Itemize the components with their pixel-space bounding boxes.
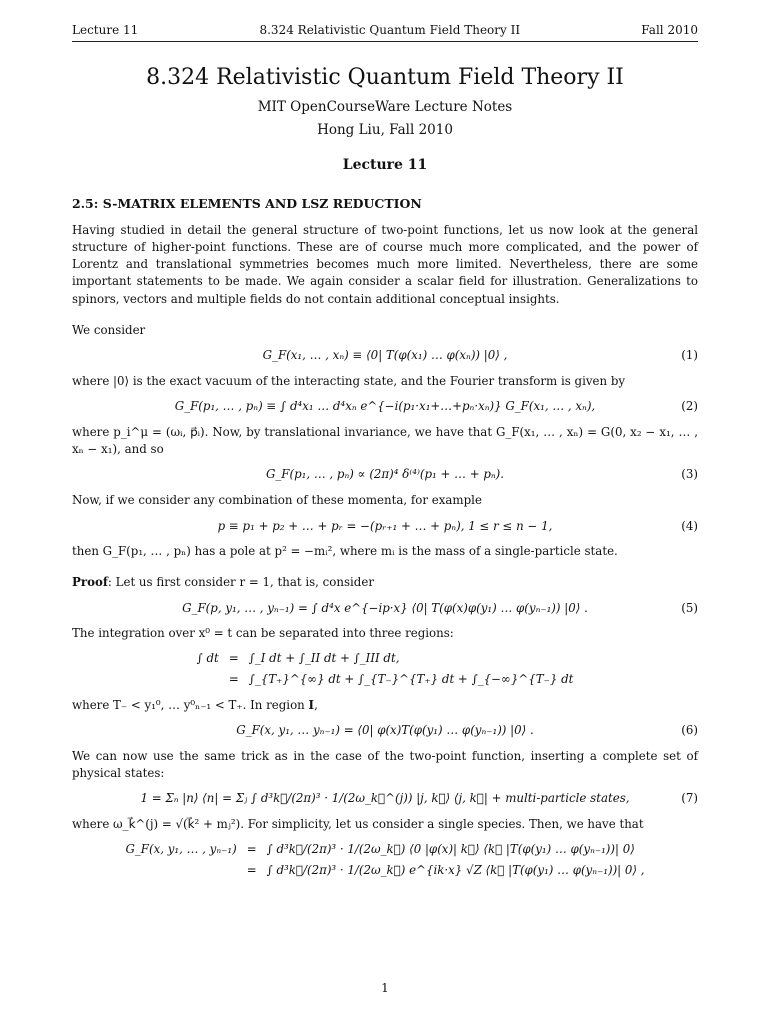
header-right: Fall 2010: [641, 23, 698, 37]
proof-text: : Let us first consider r = 1, that is, consider: [107, 575, 374, 590]
after-eq1-text: where |0⟩ is the exact vacuum of the interacting state, and the Fourier transform is given by: [72, 373, 626, 388]
equation-5: [72, 597, 698, 619]
align-row-1-lhs: ∫ dt: [196, 651, 219, 666]
after-eq2-text: where p_i^μ = (ωᵢ, p⃗ᵢ). Now, by translational invariance, we have that G_F(x₁, … , xₙ) = G(0, x₂ − x₁, … , xₙ − x₁), and so: [72, 424, 698, 456]
we-consider-text: We consider: [72, 322, 146, 337]
after-eq5-text: The integration over x⁰ = t can be separated into three regions:: [72, 626, 454, 641]
page-number: 1: [381, 981, 389, 995]
subtitle: MIT OpenCourseWare Lecture Notes: [257, 98, 513, 115]
equation-5-body: G_F(p, y₁, … , yₙ₋₁) = ∫ d⁴x e^{−ip·x} ⟨0| T(φ(x)φ(y₁) … φ(yₙ₋₁)) |0⟩ .: [182, 600, 588, 615]
equation-1-body: G_F(x₁, … , xₙ) ≡ ⟨0| T(φ(x₁) … φ(xₙ)) |0⟩ ,: [262, 348, 508, 363]
title-block: [72, 64, 698, 175]
proof-label: Proof: [72, 575, 108, 590]
running-header: [72, 22, 698, 39]
final-row-1-lhs: G_F(x, y₁, … , yₙ₋₁): [125, 841, 237, 856]
after-eq4-text: then G_F(p₁, … , pₙ) has a pole at p² = −mᵢ², where mᵢ is the mass of a single-particle state.: [72, 544, 618, 559]
header-center: 8.324 Relativistic Quantum Field Theory II: [259, 23, 521, 37]
equation-7-number: (7): [681, 791, 698, 806]
equation-4-body: p ≡ p₁ + p₂ + … + pᵣ = −(pᵣ₊₁ + … + pₙ), 1 ≤ r ≤ n − 1,: [217, 518, 553, 533]
final-row-2-rhs: ∫ d³k⃗/(2π)³ · 1/(2ω_k⃗) e^{ik·x} √Z ⟨k⃗ |T(φ(y₁) … φ(yₙ₋₁))| 0⟩ ,: [266, 863, 645, 877]
equation-3-number: (3): [681, 467, 698, 482]
proof-paragraph: [72, 574, 698, 591]
align-row-1-rel: =: [228, 651, 239, 666]
final-row-1-rhs: ∫ d³k⃗/(2π)³ · 1/(2ω_k⃗) ⟨0 |φ(x)| k⃗⟩ ⟨k⃗ |T(φ(y₁) … φ(yₙ₋₁))| 0⟩: [266, 841, 635, 856]
equation-6: [72, 720, 698, 742]
region-text-a: where T₋ < y₁⁰, … y⁰ₙ₋₁ < T₊. In region: [72, 697, 309, 712]
integration-regions: [192, 648, 579, 690]
equation-3: [72, 464, 698, 486]
equation-7: [72, 788, 698, 810]
equation-4: [72, 515, 698, 537]
region-text-b: ,: [314, 697, 318, 712]
header-left: Lecture 11: [72, 23, 139, 37]
final-row-1: [120, 839, 649, 860]
align-row-2-rel: =: [228, 672, 239, 687]
region-label: I: [308, 697, 315, 712]
section-heading: 2.5: S-MATRIX ELEMENTS AND LSZ REDUCTION: [72, 196, 422, 211]
region-paragraph: [72, 697, 698, 714]
equation-7-body: 1 = Σₙ |n⟩ ⟨n| = Σⱼ ∫ d³k⃗/(2π)³ · 1/(2ω_k⃗^(j)) |j, k⃗⟩ ⟨j, k⃗| + multi-particle states,: [140, 791, 630, 806]
equation-2-number: (2): [681, 399, 698, 414]
align-row-1-rhs: ∫_I dt + ∫_II dt + ∫_III dt,: [248, 651, 400, 666]
after-eq3-text: Now, if we consider any combination of these momenta, for example: [72, 492, 482, 507]
page-title: 8.324 Relativistic Quantum Field Theory II: [146, 65, 624, 90]
final-row-2-rel: =: [246, 863, 257, 877]
author-line: Hong Liu, Fall 2010: [317, 122, 453, 139]
equation-6-number: (6): [681, 723, 698, 738]
equation-4-number: (4): [681, 518, 698, 533]
equation-3-body: G_F(p₁, … , pₙ) ∝ (2π)⁴ δ⁽⁴⁾(p₁ + … + pₙ).: [265, 467, 505, 482]
final-row-2: [120, 860, 649, 881]
intro-paragraph: Having studied in detail the general structure of two-point functions, let us now look at the general structure of higher-point functions. These are of course much more complicated, and the power of Lorentz and translational symmetries becomes much more limited. Nevertheless, there are some important statements to be made. We again consider a scalar field for illustration. Generalizations to spinors, vectors and multiple fields do not contain additional conceptual insights.: [72, 223, 698, 306]
equation-5-number: (5): [681, 600, 698, 615]
equation-1-number: (1): [681, 348, 698, 363]
lecture-page: [72, 0, 698, 1024]
align-row-1: [192, 648, 579, 669]
final-derivation: [120, 839, 649, 881]
header-rule: [72, 41, 698, 42]
after-eq6-text: We can now use the same trick as in the case of the two-point function, inserting a complete set of physical states:: [72, 748, 698, 780]
equation-2: [72, 396, 698, 418]
body-flow: [72, 195, 698, 887]
align-row-2: [192, 669, 579, 690]
equation-6-body: G_F(x, y₁, … yₙ₋₁) = ⟨0| φ(x)T(φ(y₁) … φ(yₙ₋₁)) |0⟩ .: [236, 723, 534, 738]
final-row-1-rel: =: [246, 841, 257, 856]
equation-2-body: G_F(p₁, … , pₙ) ≡ ∫ d⁴x₁ … d⁴xₙ e^{−i(p₁·x₁+…+pₙ·xₙ)} G_F(x₁, … , xₙ),: [174, 399, 596, 414]
after-eq7-text: where ω_k⃗^(j) = √(k⃗² + mⱼ²). For simplicity, let us consider a single species. Then, we have that: [72, 816, 644, 831]
align-row-2-rhs: ∫_{T₊}^{∞} dt + ∫_{T₋}^{T₊} dt + ∫_{−∞}^{T₋} dt: [248, 672, 574, 687]
equation-1: [72, 345, 698, 367]
lecture-label: Lecture 11: [342, 156, 428, 173]
